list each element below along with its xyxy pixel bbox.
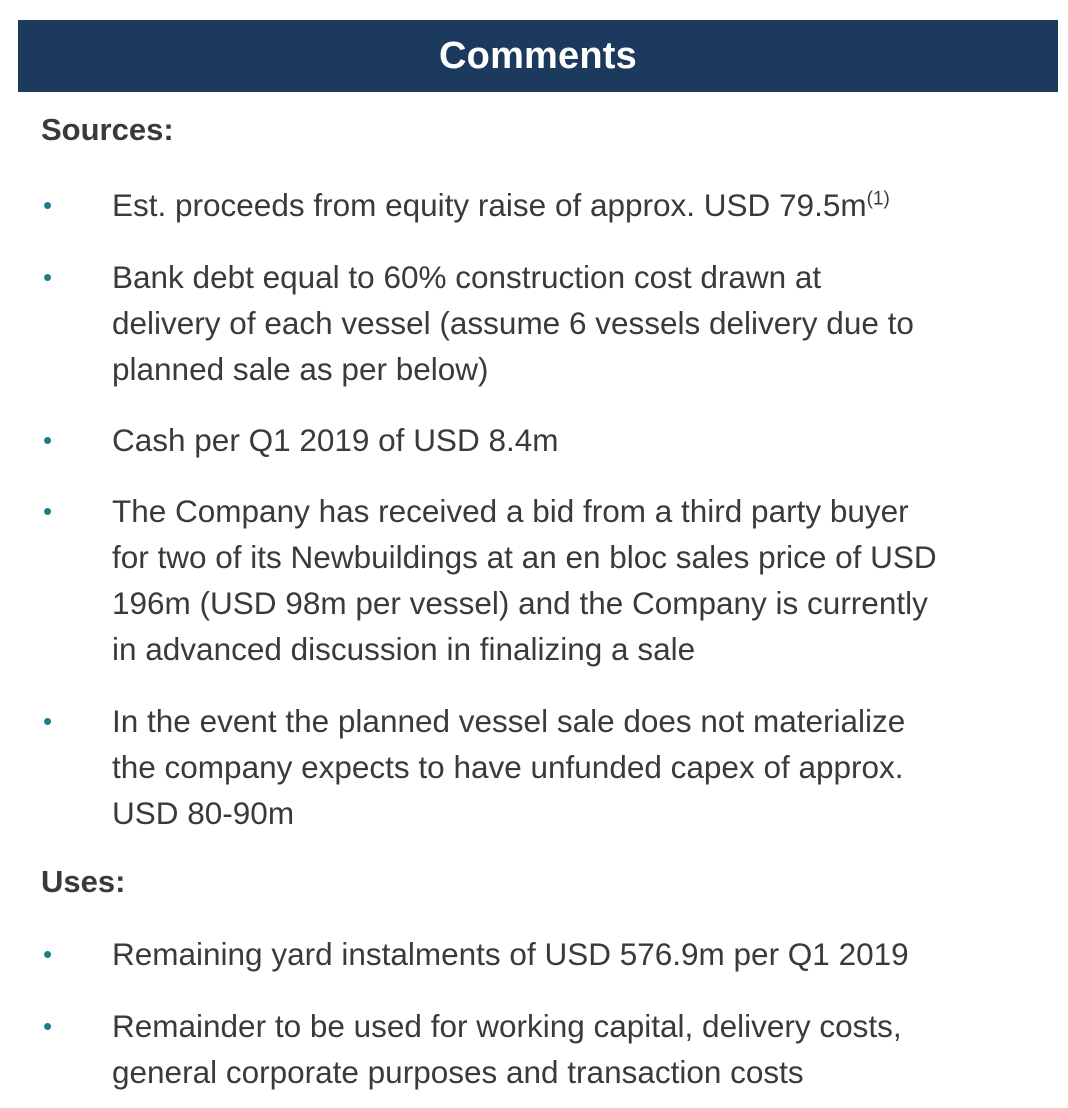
bullet-icon: • (43, 262, 53, 292)
list-item-text: Bank debt equal to 60% construction cost drawn at delivery of each vessel (assume 6 vessels delivery due to planned sale as per below) (112, 259, 914, 387)
bullet-icon: • (43, 496, 53, 526)
bullet-icon: • (43, 425, 53, 455)
list-item-text: Remainder to be used for working capital, delivery costs, general corporate purposes and transaction costs (112, 1008, 902, 1090)
list-item-text: Est. proceeds from equity raise of approx. USD $79.5m^{(1)}$ (112, 187, 890, 223)
bullet-icon: • (43, 190, 53, 220)
list-item-text: Remaining yard instalments of USD 576.9m per Q1 2019 (112, 936, 909, 972)
list-item-text: The Company has received a bid from a third party buyer for two of its Newbuildings at an en bloc sales price of USD 196m (USD 98m per vessel) and the Company is currently in advanced discussion in finalizing a sale (112, 493, 937, 667)
list-item-text: In the event the planned vessel sale does not materialize the company expects to have unfunded capex of approx. USD 80-90m (112, 703, 906, 831)
bullet-icon: • (43, 939, 53, 969)
list-item-text: Cash per Q1 2019 of USD 8.4m (112, 422, 559, 458)
uses-heading: Uses: (41, 864, 126, 899)
bullet-icon: • (43, 1011, 53, 1041)
sources-heading: Sources: (41, 112, 174, 147)
header-title: Comments (439, 34, 637, 77)
footnote-marker: (1) (866, 188, 890, 210)
comments-header (18, 20, 1058, 92)
bullet-icon: • (43, 706, 53, 736)
